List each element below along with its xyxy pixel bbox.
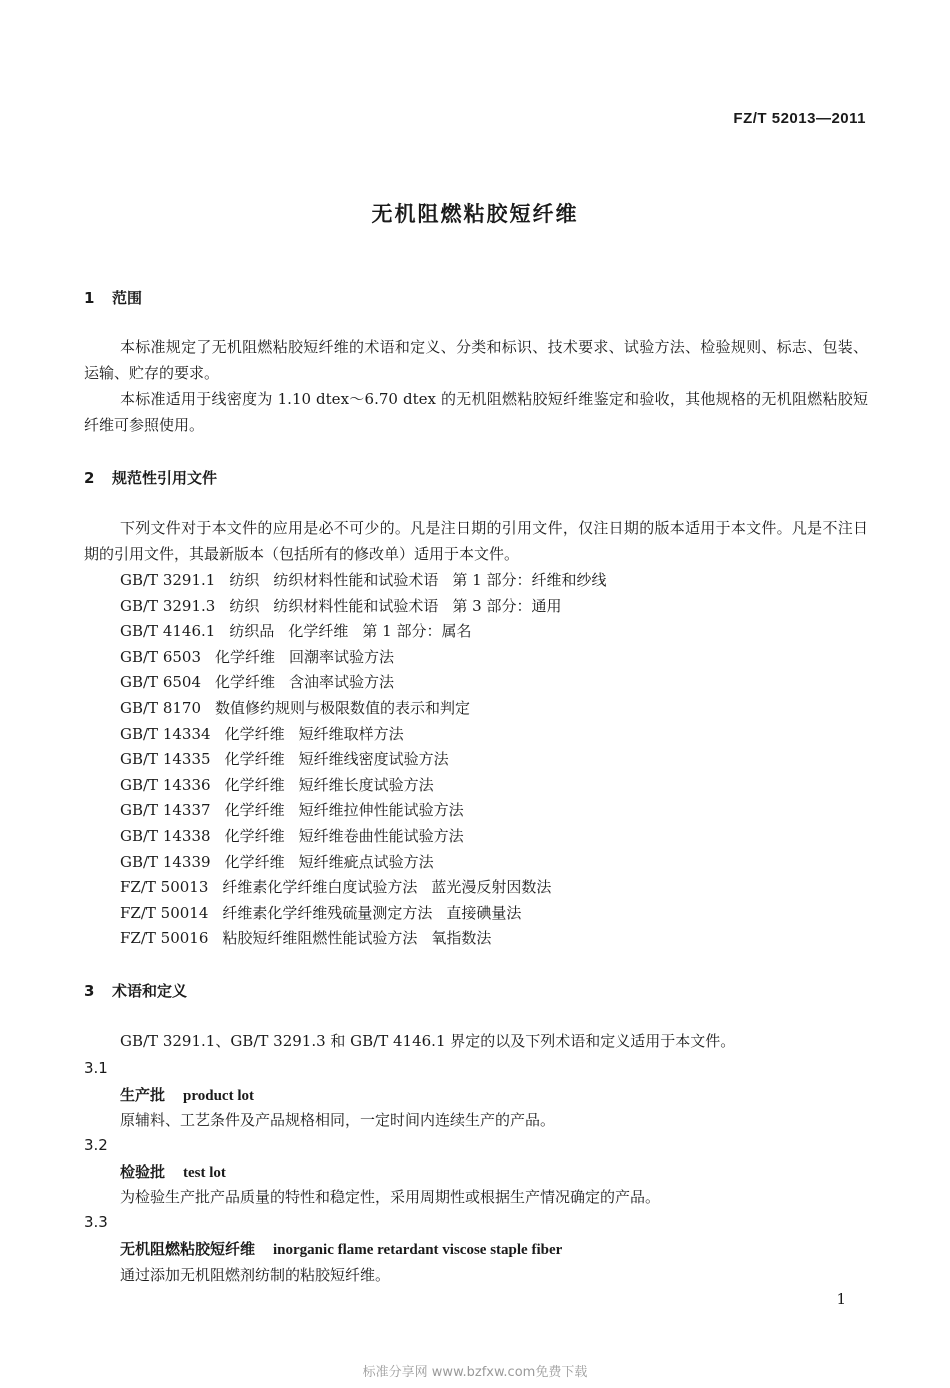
- reference-title-part: 纺织品: [229, 622, 275, 641]
- reference-title-part: 纤维素化学纤维残硫量测定方法: [222, 903, 433, 922]
- reference-title-part: 数值修约规则与极限数值的表示和判定: [215, 699, 471, 717]
- reference-item: [120, 876, 551, 897]
- reference-title-part: 纺织材料性能和试验术语: [273, 596, 439, 615]
- reference-item: [120, 723, 404, 744]
- reference-title-part: 短纤维长度试验方法: [298, 775, 434, 794]
- reference-title-part: 纺织: [229, 596, 260, 615]
- reference-code: GB/T 14337: [120, 801, 211, 820]
- reference-item: [120, 569, 606, 590]
- reference-code: FZ/T 50014: [120, 903, 209, 922]
- section-1-heading: [84, 287, 142, 308]
- reference-title-part: 化学纤维: [224, 801, 285, 820]
- term-heading: [120, 1238, 562, 1259]
- reference-title-part: 化学纤维: [224, 827, 285, 845]
- reference-title-part: 短纤维拉伸性能试验方法: [298, 801, 464, 820]
- document-title: 无机阻燃粘胶短纤维: [371, 202, 579, 226]
- reference-title-part: 回潮率试验方法: [289, 647, 395, 666]
- reference-item: [120, 697, 470, 718]
- reference-item: [120, 927, 491, 948]
- reference-title-part: 化学纤维: [288, 622, 349, 641]
- reference-title-part: 短纤维取样方法: [298, 724, 404, 743]
- reference-title-part: 化学纤维: [224, 852, 285, 871]
- reference-code: GB/T 8170: [120, 699, 202, 717]
- reference-item: [120, 646, 394, 667]
- reference-item: [120, 748, 449, 769]
- reference-code: GB/T 6503: [120, 647, 202, 666]
- term-definition: 通过添加无机阻燃剂纺制的粘胶短纤维。: [120, 1266, 391, 1284]
- term-number: 3.3: [84, 1213, 108, 1231]
- term-number: 3.1: [84, 1059, 108, 1077]
- page-number: 1: [836, 1290, 846, 1308]
- reference-title-part: 纺织材料性能和试验术语: [273, 571, 439, 589]
- term-zh: 检验批: [120, 1163, 166, 1181]
- reference-title-part: 化学纤维: [224, 775, 285, 794]
- term-number: 3.2: [84, 1136, 108, 1154]
- term-heading: [120, 1084, 254, 1105]
- reference-title-part: 第 1 部分：纤维和纱线: [452, 571, 607, 589]
- reference-title-part: 短纤维卷曲性能试验方法: [298, 827, 464, 845]
- section-number: 3: [84, 982, 95, 1000]
- section-number: 2: [84, 469, 95, 487]
- reference-item: [120, 671, 394, 692]
- section-2-heading: [84, 467, 217, 488]
- reference-title-part: 化学纤维: [215, 673, 276, 692]
- reference-code: GB/T 4146.1: [120, 622, 216, 641]
- reference-title-part: 氧指数法: [431, 929, 492, 948]
- term-en: test lot: [183, 1165, 226, 1181]
- reference-title-part: 短纤维疵点试验方法: [298, 852, 434, 871]
- reference-title-part: 蓝光漫反射因数法: [431, 878, 552, 897]
- reference-code: GB/T 3291.1: [120, 571, 216, 589]
- section-3-heading: [84, 980, 187, 1001]
- reference-item: [120, 851, 434, 872]
- term-en: product lot: [183, 1088, 254, 1104]
- reference-title-part: 含油率试验方法: [289, 673, 395, 692]
- reference-code: GB/T 14339: [120, 852, 211, 871]
- reference-code: GB/T 14335: [120, 750, 211, 769]
- term-zh: 生产批: [120, 1086, 166, 1104]
- reference-title-part: 纤维素化学纤维白度试验方法: [222, 878, 418, 897]
- standard-number: FZ/T 52013—2011: [733, 110, 866, 127]
- reference-item: [120, 825, 464, 846]
- reference-item: [120, 799, 464, 820]
- term-zh: 无机阻燃粘胶短纤维: [120, 1240, 256, 1258]
- reference-code: GB/T 14338: [120, 827, 211, 845]
- reference-title-part: 第 1 部分：属名: [362, 622, 472, 641]
- footer-watermark: 标准分享网 www.bzfxw.com免费下载: [362, 1365, 588, 1380]
- section-2-intro: 下列文件对于本文件的应用是必不可少的。凡是注日期的引用文件，仅注日期的版本适用于本文件。凡是不注日期的引用文件，其最新版本（包括所有的修改单）适用于本文件。: [84, 519, 868, 563]
- reference-title-part: 化学纤维: [224, 750, 285, 769]
- term-definition: 原辅料、工艺条件及产品规格相同，一定时间内连续生产的产品。: [120, 1111, 556, 1129]
- reference-code: FZ/T 50016: [120, 929, 209, 948]
- reference-title-part: 第 3 部分：通用: [452, 596, 562, 615]
- reference-item: [120, 774, 434, 795]
- term-definition: 为检验生产批产品质量的特性和稳定性，采用周期性或根据生产情况确定的产品。: [120, 1188, 661, 1206]
- section-title: 术语和定义: [112, 982, 188, 1000]
- term-en: inorganic flame retardant viscose staple fiber: [273, 1242, 563, 1258]
- reference-code: GB/T 3291.3: [120, 596, 216, 615]
- reference-code: GB/T 14336: [120, 775, 211, 794]
- reference-title-part: 纺织: [229, 571, 260, 589]
- section-3-intro: GB/T 3291.1、GB/T 3291.3 和 GB/T 4146.1 界定的以及下列术语和定义适用于本文件。: [120, 1032, 736, 1050]
- section-title: 规范性引用文件: [112, 469, 218, 487]
- term-heading: [120, 1161, 226, 1182]
- reference-item: [120, 902, 521, 923]
- section-1-paragraph-2: 本标准适用于线密度为 1.10 dtex～6.70 dtex 的无机阻燃粘胶短纤维鉴定和验收，其他规格的无机阻燃粘胶短纤维可参照使用。: [84, 390, 868, 434]
- section-number: 1: [84, 289, 95, 307]
- reference-item: [120, 595, 561, 616]
- reference-title-part: 粘胶短纤维阻燃性能试验方法: [222, 929, 418, 948]
- reference-code: FZ/T 50013: [120, 878, 209, 897]
- reference-title-part: 化学纤维: [224, 724, 285, 743]
- section-1-paragraph-1: 本标准规定了无机阻燃粘胶短纤维的术语和定义、分类和标识、技术要求、试验方法、检验规则、标志、包装、运输、贮存的要求。: [84, 338, 868, 382]
- reference-title-part: 短纤维线密度试验方法: [298, 750, 449, 769]
- reference-code: GB/T 14334: [120, 724, 211, 743]
- reference-item: [120, 620, 471, 641]
- reference-code: GB/T 6504: [120, 673, 202, 692]
- reference-title-part: 直接碘量法: [446, 903, 522, 922]
- section-title: 范围: [112, 289, 143, 307]
- reference-title-part: 化学纤维: [215, 647, 276, 666]
